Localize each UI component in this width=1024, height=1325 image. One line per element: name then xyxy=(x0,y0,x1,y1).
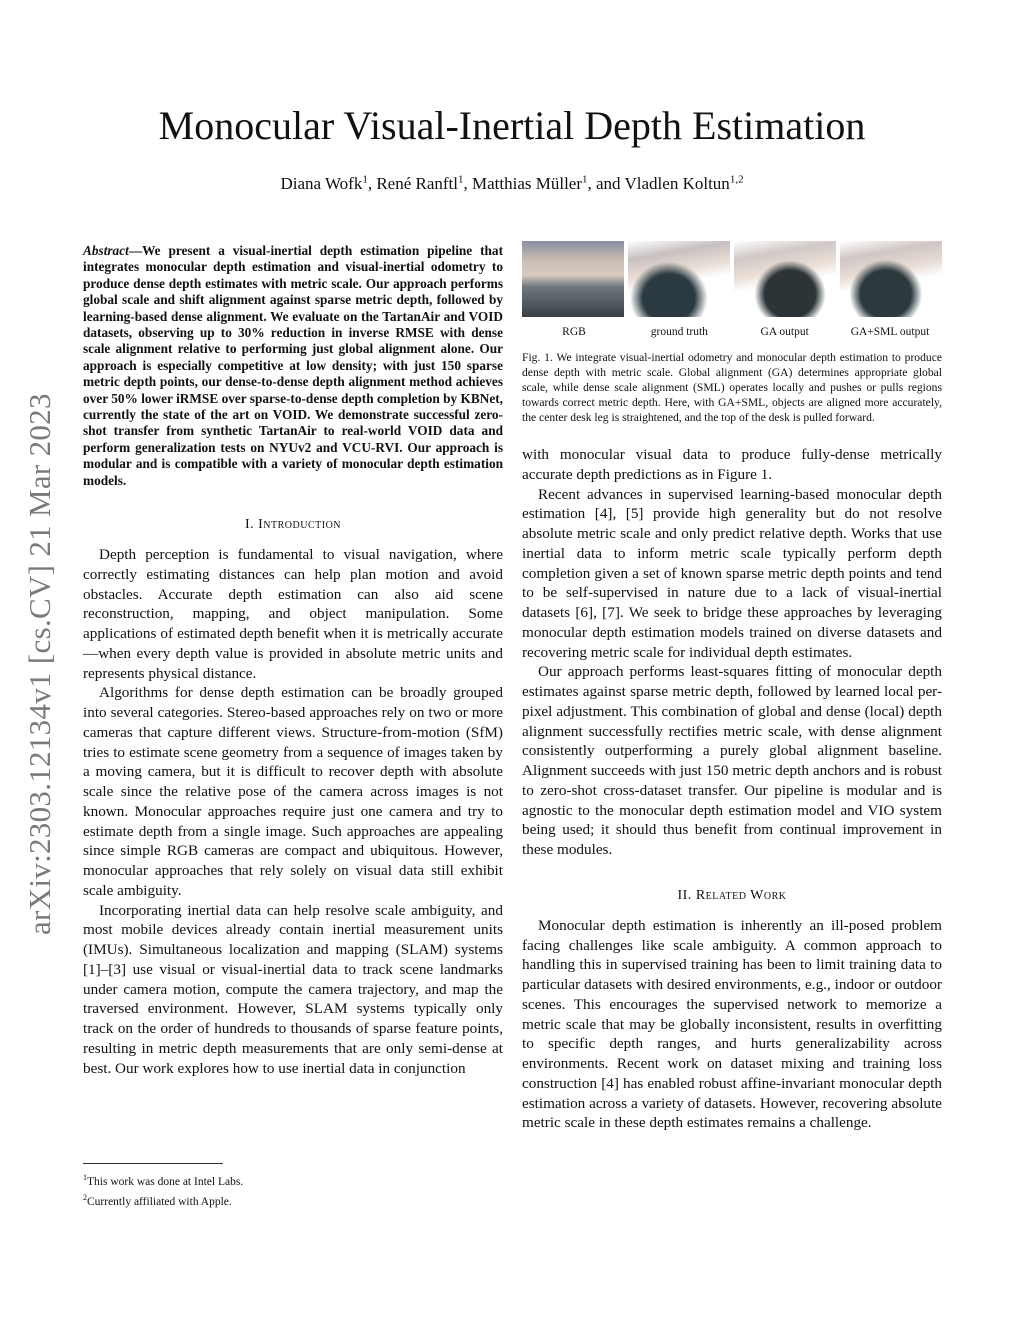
author: Diana Wofk$^1$, xyxy=(280,173,377,193)
abstract-label: Abstract xyxy=(83,243,129,258)
footnote-rule xyxy=(83,1163,223,1164)
paragraph: Depth perception is fundamental to visual navigation, where correctly estimating distances can help plan motion and avoid obstacles. Accurate depth estimation can also aid scene reconstruction, mapping, and object manipulation. Some applications of estimated depth benefit when it is metrically accurate—when every depth value is provided in absolute metric units and represents physical distance. xyxy=(83,546,503,682)
paragraph: Algorithms for dense depth estimation can be broadly grouped into several categories. Stereo-based approaches rely on two or more cameras that capture different views. Structure-from-motion (SfM) tries to estimate scene geometry from a sequence of images taken by a moving camera, but it is difficult to recover depth with absolute scale since the relative pose of the camera across images is not known. Monocular approaches require just one camera and try to estimate depth from a single image. Such approaches are appealing since simple RGB cameras are compact and ubiquitous. However, monocular approaches that rely solely on visual data still exhibit scale ambiguity. xyxy=(83,684,503,899)
author: René Ranftl$^1$, xyxy=(376,173,472,193)
ga-sml-output-image xyxy=(840,241,942,317)
ga-output-image xyxy=(734,241,836,317)
footnotes xyxy=(83,1163,503,1210)
paragraph: with monocular visual data to produce fully-dense metrically accurate depth predictions as in Figure 1. xyxy=(522,446,942,483)
paragraph: Our approach performs least-squares fitting of monocular depth estimates against sparse metric depth, followed by learned local per-pixel adjustment. This combination of global and dense (local) depth alignment successfully rectifies metric scale, with dense alignment consistently outperforming a purely global alignment baseline. Alignment succeeds with just 150 metric depth anchors and is robust to zero-shot cross-dataset transfer. Our pipeline is modular and is agnostic to the monocular depth estimation model and VIO system being used; it should thus benefit from continual improvement in these modules. xyxy=(522,663,942,858)
abstract xyxy=(83,243,503,489)
paper-title: Monocular Visual-Inertial Depth Estimation xyxy=(158,103,866,148)
figure-caption: Fig. 1. We integrate visual-inertial odometry and monocular depth estimation to produce dense depth with metric scale. Global alignment (GA) determines appropriate global scale, while dense scale alignment (SML) operates locally and pushes or pulls regions towards correct metric depth. Here, with GA+SML, objects are aligned more accurately, the center desk leg is straightened, and the top of the desk is pulled forward. xyxy=(522,351,942,424)
right-column xyxy=(522,241,942,1133)
rgb-image xyxy=(522,241,624,317)
section-heading-related-work: II. Related Work xyxy=(677,887,787,903)
figure-1 xyxy=(522,241,942,425)
footnote: $^1$This work was done at Intel Labs. xyxy=(83,1173,244,1188)
author: Vladlen Koltun$^{1,2}$ xyxy=(624,173,744,193)
footnote: $^2$Currently affiliated with Apple. xyxy=(83,1192,232,1208)
paragraph: Monocular depth estimation is inherently an ill-posed problem facing challenges like scale ambiguity. A common approach to handling this in supervised training has been to limit training data to particular datasets with desired environments, e.g., indoor or outdoor scenes. This encourages the supervised network to memorize a metric scale that may be globally inconsistent, results in overfitting to specific depth ranges, and hurts generalizability across environments. Recent work on dataset mixing and training loss construction [4] has enabled robust affine-invariant monocular depth estimation across a variety of datasets. However, recovering absolute metric scale in these depth estimates remains a challenge. xyxy=(522,916,942,1132)
figure-label: GA output xyxy=(760,326,809,338)
ground-truth-image xyxy=(628,241,730,317)
arxiv-stamp: arXiv:2303.12134v1 [cs.CV] 21 Mar 2023 xyxy=(22,393,57,935)
paragraph: Recent advances in supervised learning-based monocular depth estimation [4], [5] provide high generality but do not resolve absolute metric scale and only predict relative depth. Works that use inertial data to inform metric scale typically perform depth completion given a set of known sparse metric depth points and tend to be self-supervised in nature due to a lack of visual-inertial datasets [6], [7]. We seek to bridge these approaches by leveraging monocular depth estimation models trained on diverse datasets and recovering metric scale for individual depth estimates. xyxy=(522,485,942,661)
author: Matthias Müller$^1$, and xyxy=(472,173,625,193)
abstract-text: —We present a visual-inertial depth estimation pipeline that integrates monocular depth estimation and visual-inertial odometry to produce dense depth estimates with metric scale. Our approach performs global scale and shift alignment against sparse metric depth, followed by learning-based dense alignment. We evaluate on the TartanAir and VOID datasets, observing up to 30% reduction in inverse RMSE with dense scale alignment relative to performing just global alignment alone. Our approach is especially competitive at low density; with just 150 sparse metric depth points, our dense-to-dense depth alignment method achieves over 50% lower iRMSE over sparse-to-dense depth completion by KBNet, currently the state of the art on VOID. We demonstrate successful zero-shot transfer from synthetic TartanAir to real-world VOID data and perform generalization tests on NYUv2 and VCU-RVI. Our approach is modular and is compatible with a variety of monocular depth estimation models. xyxy=(83,243,503,488)
figure-label: ground truth xyxy=(650,326,708,338)
left-column xyxy=(83,243,503,1078)
figure-label: GA+SML output xyxy=(850,326,930,338)
figure-label: RGB xyxy=(562,326,586,338)
paragraph: Incorporating inertial data can help resolve scale ambiguity, and most mobile devices already contain inertial measurement units (IMUs). Simultaneous localization and mapping (SLAM) systems [1]–[3] use visual or visual-inertial data to track scene landmarks under camera motion, compute the camera trajectory, and map the traversed environment. However, SLAM systems typically only track on the order of hundreds to thousands of sparse feature points, resulting in metric depth measurements that are only semi-dense at best. Our work explores how to use inertial data in conjunction xyxy=(83,901,503,1077)
section-heading-introduction: I. Introduction xyxy=(244,517,342,533)
author-list xyxy=(0,173,1024,194)
